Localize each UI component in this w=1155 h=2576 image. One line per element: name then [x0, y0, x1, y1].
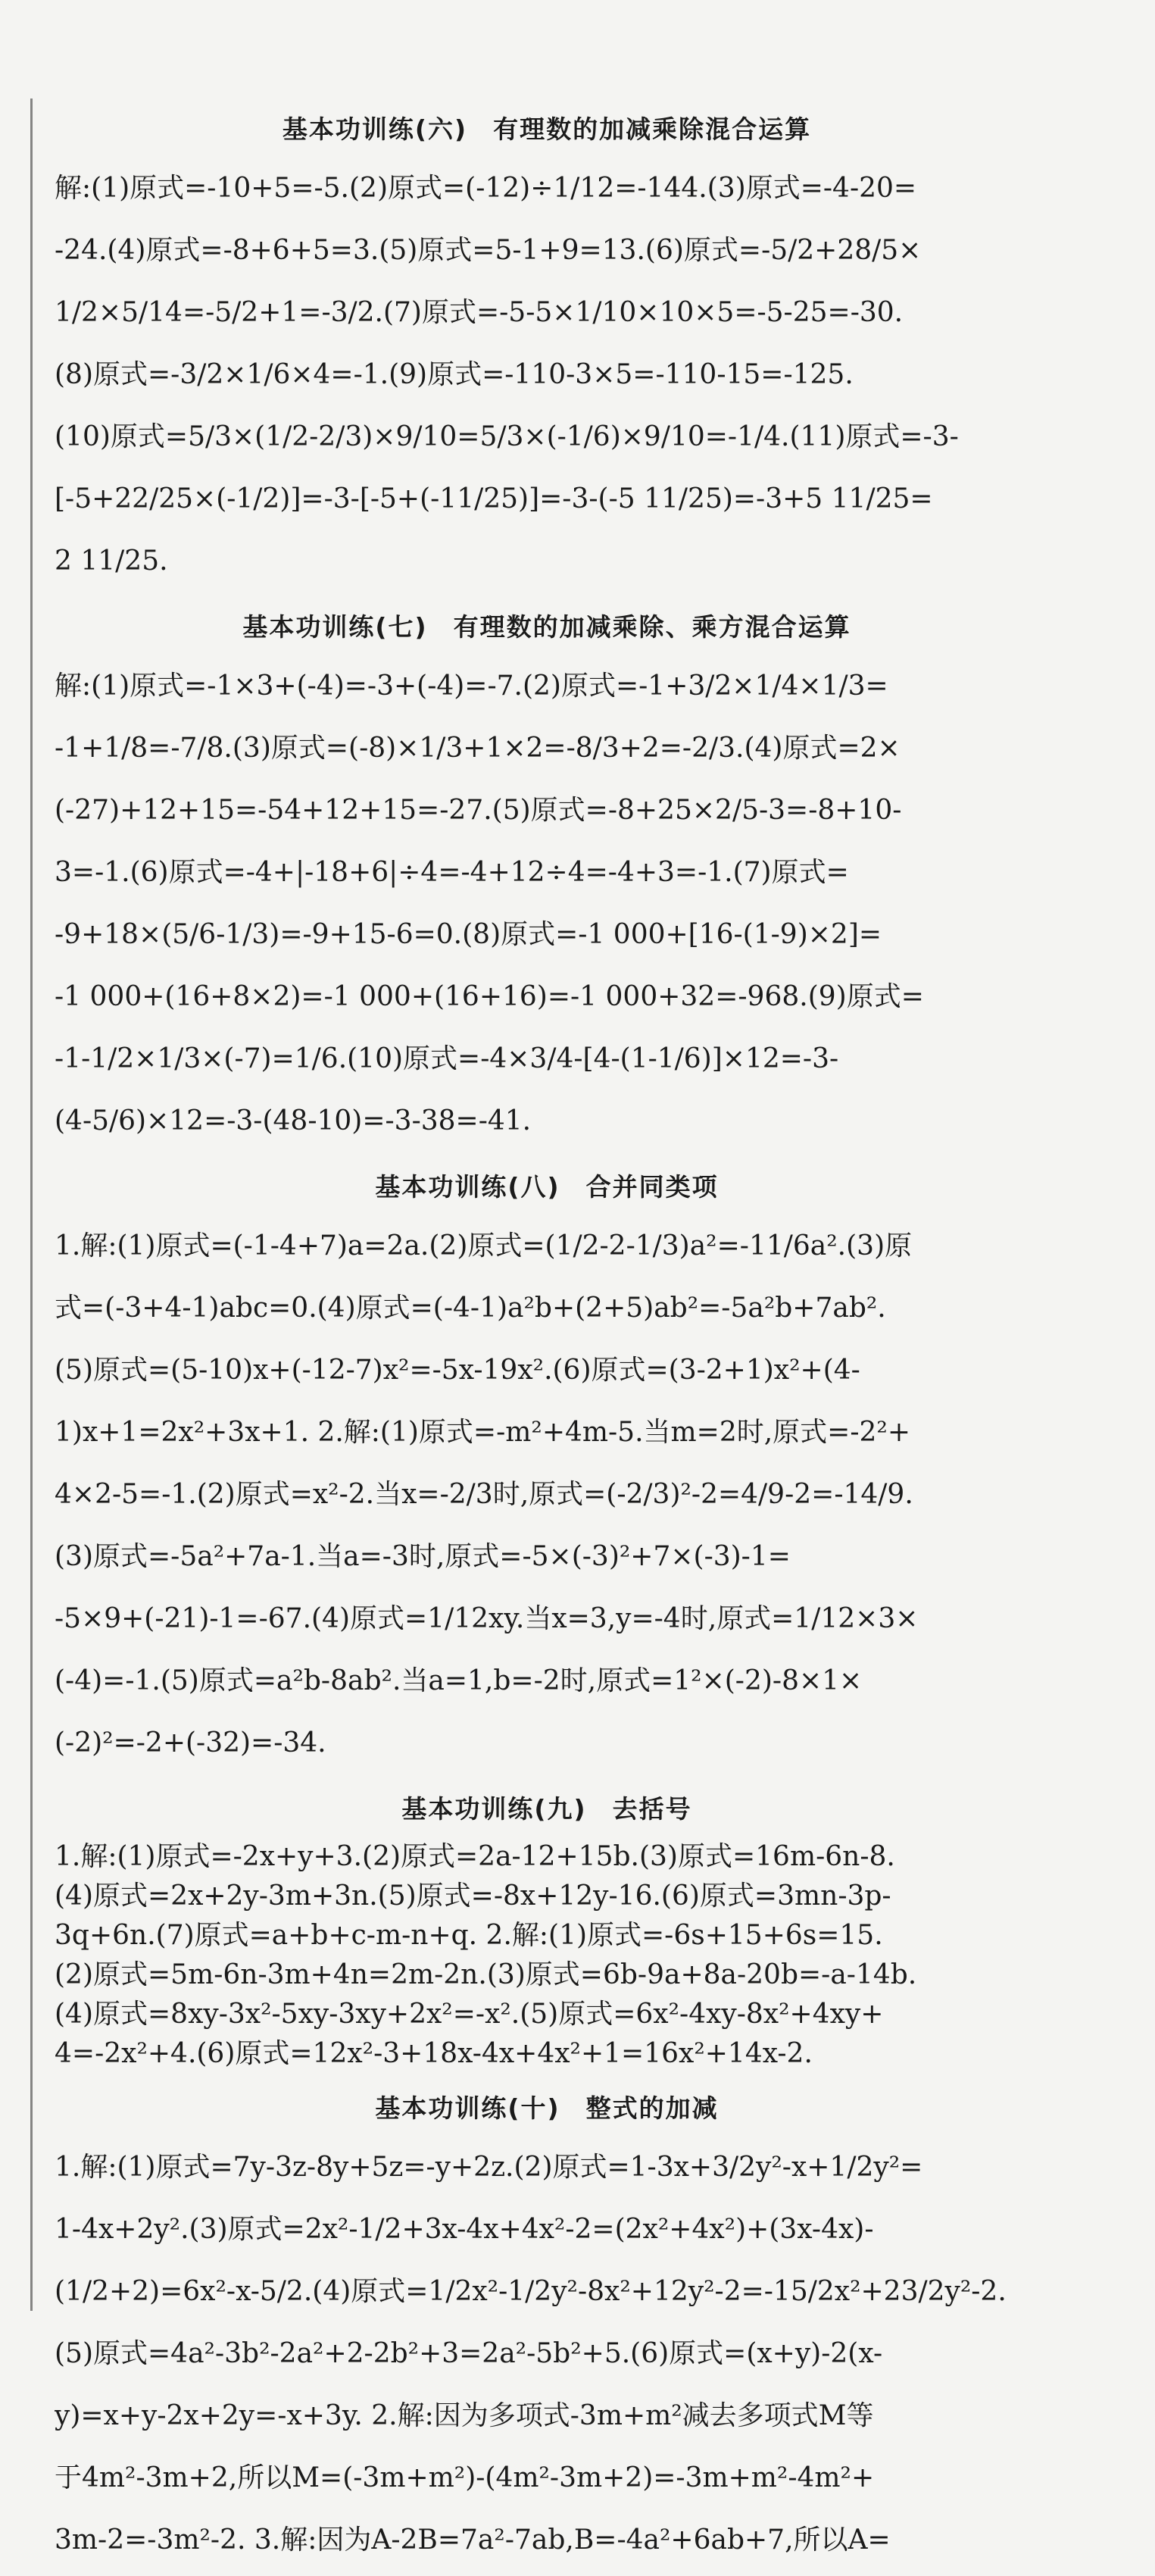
solution-line: 2 11/25. — [55, 546, 168, 577]
exercise-section — [55, 1168, 1039, 1774]
section-number: 基本功训练(八) — [375, 1172, 560, 1202]
solution-line: (1/2+2)=6x²-x-5/2.(4)原式=1/2x²-1/2y²-8x²+12y²-2=-15/2x²+23/2y²-2. — [55, 2276, 1007, 2307]
solution-line: 4=-2x²+4.(6)原式=12x²-3+18x-4x+4x²+1=16x²+14x-2. — [55, 2038, 813, 2069]
section-title — [55, 1168, 1039, 1203]
exercise-section — [55, 110, 1039, 592]
exercise-section — [55, 2089, 1039, 2571]
section-number: 基本功训练(六) — [282, 114, 468, 144]
section-title — [55, 110, 1039, 145]
section-number: 基本功训练(十) — [375, 2093, 560, 2123]
section-subtitle: 去括号 — [612, 1794, 692, 1824]
solution-line: 1/2×5/14=-5/2+1=-3/2.(7)原式=-5-5×1/10×10×5=-5-25=-30. — [55, 297, 904, 328]
solution-line: (-27)+12+15=-54+12+15=-27.(5)原式=-8+25×2/5-3=-8+10- — [55, 795, 902, 826]
solution-line: -24.(4)原式=-8+6+5=3.(5)原式=5-1+9=13.(6)原式=-5/2+28/5× — [55, 235, 922, 266]
solution-line: -1-1/2×1/3×(-7)=1/6.(10)原式=-4×3/4-[4-(1-1/6)]×12=-3- — [55, 1043, 839, 1074]
solution-line: 3m-2=-3m²-2. 3.解:因为A-2B=7a²-7ab,B=-4a²+6ab+7,所以A= — [55, 2524, 891, 2556]
solution-line: 1-4x+2y².(3)原式=2x²-1/2+3x-4x+4x²-2=(2x²+4x²)+(3x-4x)- — [55, 2214, 874, 2245]
solution-line: [-5+22/25×(-1/2)]=-3-[-5+(-11/25)]=-3-(-5 11/25)=-3+5 11/25= — [55, 483, 933, 514]
section-title — [55, 608, 1039, 643]
solution-line: -1+1/8=-7/8.(3)原式=(-8)×1/3+1×2=-8/3+2=-2/3.(4)原式=2× — [55, 733, 901, 764]
solution-line: 4×2-5=-1.(2)原式=x²-2.当x=-2/3时,原式=(-2/3)²-2=4/9-2=-14/9. — [55, 1479, 913, 1510]
section-subtitle: 有理数的加减乘除混合运算 — [493, 114, 812, 144]
section-subtitle: 整式的加减 — [585, 2093, 719, 2123]
solution-line: (10)原式=5/3×(1/2-2/3)×9/10=5/3×(-1/6)×9/10=-1/4.(11)原式=-3- — [55, 421, 959, 452]
solution-line: 解:(1)原式=-10+5=-5.(2)原式=(-12)÷1/12=-144.(3)原式=-4-20= — [55, 173, 917, 204]
solution-line: 1.解:(1)原式=7y-3z-8y+5z=-y+2z.(2)原式=1-3x+3/2y²-x+1/2y²= — [55, 2152, 923, 2183]
solution-line: 1.解:(1)原式=-2x+y+3.(2)原式=2a-12+15b.(3)原式=16m-6n-8. — [55, 1841, 895, 1872]
section-title — [55, 2089, 1039, 2124]
solution-line: -9+18×(5/6-1/3)=-9+15-6=0.(8)原式=-1 000+[16-(1-9)×2]= — [55, 919, 882, 950]
solution-line: 1.解:(1)原式=(-1-4+7)a=2a.(2)原式=(1/2-2-1/3)a²=-11/6a².(3)原 — [55, 1230, 913, 1261]
solution-line: (4)原式=2x+2y-3m+3n.(5)原式=-8x+12y-16.(6)原式=3mn-3p- — [55, 1880, 891, 1912]
solution-line: 1)x+1=2x²+3x+1. 2.解:(1)原式=-m²+4m-5.当m=2时,原式=-2²+ — [55, 1417, 911, 1448]
section-number: 基本功训练(七) — [242, 612, 428, 642]
exercise-section — [55, 1790, 1039, 2074]
solution-line: -5×9+(-21)-1=-67.(4)原式=1/12xy.当x=3,y=-4时,原式=1/12×3× — [55, 1603, 919, 1634]
section-subtitle: 合并同类项 — [585, 1172, 719, 1202]
solution-line: 3q+6n.(7)原式=a+b+c-m-n+q. 2.解:(1)原式=-6s+15+6s=15. — [55, 1920, 883, 1951]
solution-line: (-4)=-1.(5)原式=a²b-8ab².当a=1,b=-2时,原式=1²×(-2)-8×1× — [55, 1665, 863, 1696]
solution-line: (8)原式=-3/2×1/6×4=-1.(9)原式=-110-3×5=-110-15=-125. — [55, 359, 854, 390]
section-subtitle: 有理数的加减乘除、乘方混合运算 — [453, 612, 851, 642]
solution-line: y)=x+y-2x+2y=-x+3y. 2.解:因为多项式-3m+m²减去多项式M等 — [55, 2400, 874, 2431]
answer-content — [55, 95, 1039, 2576]
exercise-section — [55, 608, 1039, 1152]
solution-line: (2)原式=5m-6n-3m+4n=2m-2n.(3)原式=6b-9a+8a-20b=-a-14b. — [55, 1959, 917, 1990]
solution-line: (3)原式=-5a²+7a-1.当a=-3时,原式=-5×(-3)²+7×(-3)-1= — [55, 1541, 791, 1572]
solution-line: (4)原式=8xy-3x²-5xy-3xy+2x²=-x².(5)原式=6x²-4xy-8x²+4xy+ — [55, 1999, 884, 2030]
solution-line: -1 000+(16+8×2)=-1 000+(16+16)=-1 000+32=-968.(9)原式= — [55, 981, 924, 1012]
solution-line: (4-5/6)×12=-3-(48-10)=-3-38=-41. — [55, 1105, 532, 1136]
solution-line: 于4m²-3m+2,所以M=(-3m+m²)-(4m²-3m+2)=-3m+m²-4m²+ — [55, 2462, 875, 2493]
solution-line: 解:(1)原式=-1×3+(-4)=-3+(-4)=-7.(2)原式=-1+3/2×1/4×1/3= — [55, 671, 888, 702]
section-number: 基本功训练(九) — [401, 1794, 587, 1824]
section-title — [55, 1790, 1039, 1825]
solution-line: 3=-1.(6)原式=-4+|-18+6|÷4=-4+12÷4=-4+3=-1.(7)原式= — [55, 857, 849, 888]
left-margin-rule — [30, 98, 33, 2311]
solution-line: (-2)²=-2+(-32)=-34. — [55, 1727, 326, 1758]
solution-line: (5)原式=4a²-3b²-2a²+2-2b²+3=2a²-5b²+5.(6)原式=(x+y)-2(x- — [55, 2338, 883, 2369]
solution-line: 式=(-3+4-1)abc=0.(4)原式=(-4-1)a²b+(2+5)ab²=-5a²b+7ab². — [55, 1293, 886, 1324]
solution-line: (5)原式=(5-10)x+(-12-7)x²=-5x-19x².(6)原式=(3-2+1)x²+(4- — [55, 1355, 860, 1386]
